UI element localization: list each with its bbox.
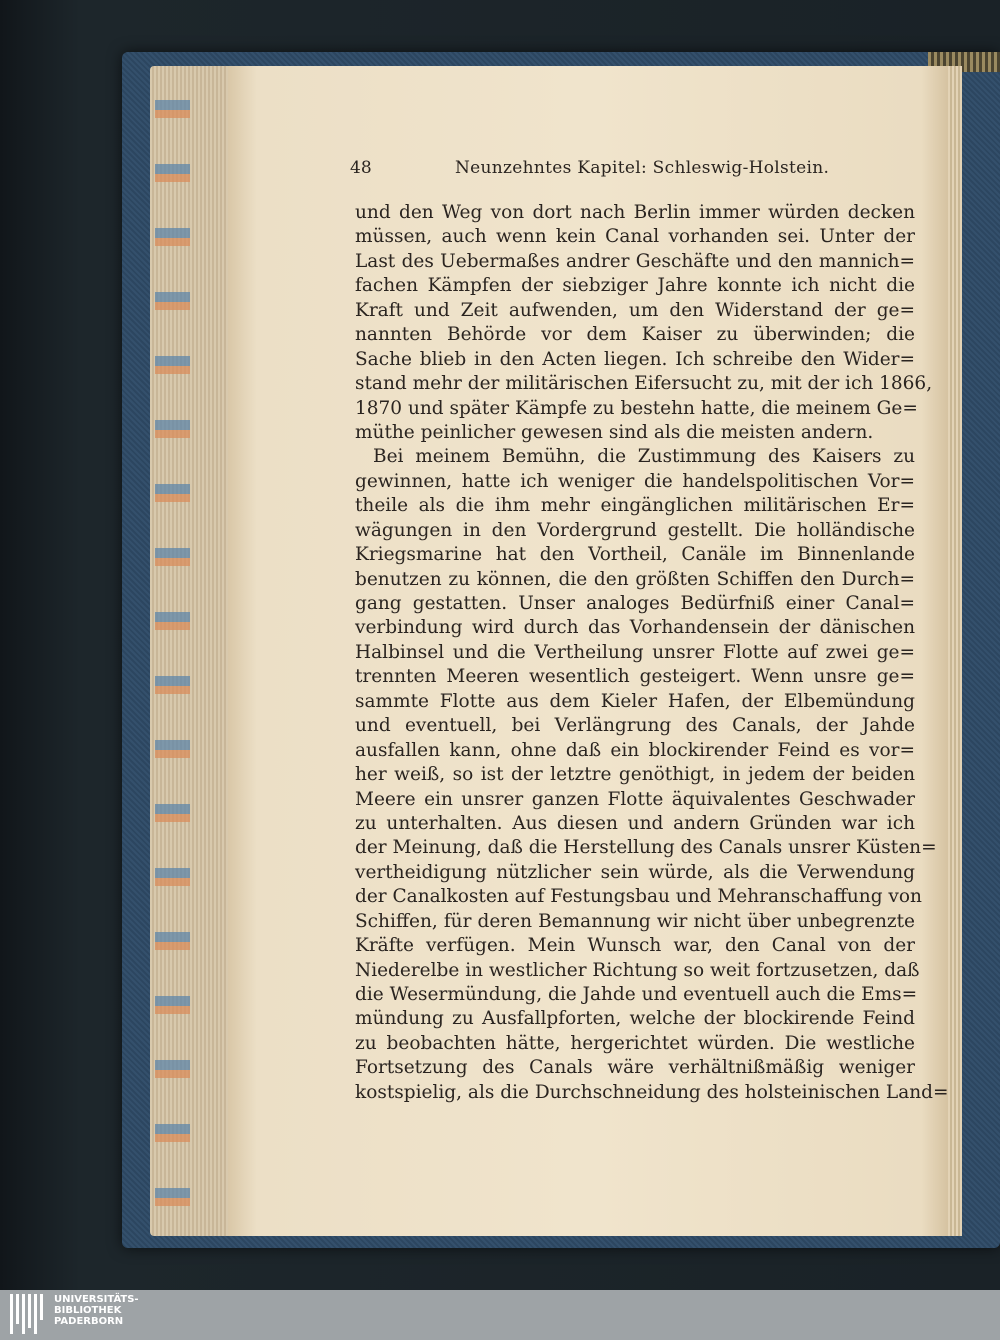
text-line: her weiß, so ist der letztre genöthigt, in jedem der beiden xyxy=(355,764,915,786)
text-line: mündung zu Ausfallpforten, welche der blockirende Feind xyxy=(355,1008,915,1030)
text-line: ausfallen kann, ohne daß ein blockirender Feind es vor= xyxy=(355,739,915,761)
right-page-edges xyxy=(948,66,962,1236)
text-line: trennten Meeren wesentlich gesteigert. Wenn unsre ge= xyxy=(355,666,915,688)
text-line: müssen, auch wenn kein Canal vorhanden sei. Unter der xyxy=(355,226,915,248)
library-barcode-logo-icon xyxy=(10,1294,48,1334)
text-line: Kriegsmarine hat den Vortheil, Canäle im Binnenlande xyxy=(355,544,915,566)
text-line: vertheidigung nützlicher sein würde, als die Verwendung xyxy=(355,861,915,883)
library-footer-bar xyxy=(0,1290,1000,1340)
text-line: die Wesermündung, die Jahde und eventuell auch die Ems= xyxy=(355,984,918,1005)
text-line: sammte Flotte aus dem Kieler Hafen, der Elbemündung xyxy=(355,690,915,712)
text-line: und eventuell, bei Verlängrung des Canals, der Jahde xyxy=(355,715,915,737)
text-line: der Meinung, daß die Herstellung des Canals unsrer Küsten= xyxy=(355,837,937,859)
text-line: der Canalkosten auf Festungsbau und Mehranschaffung von xyxy=(355,886,922,908)
text-line: Meere ein unsrer ganzen Flotte äquivalentes Geschwader xyxy=(355,788,915,810)
library-logo-text xyxy=(54,1294,139,1327)
text-line: Last des Uebermaßes andrer Geschäfte und den mannich= xyxy=(355,250,915,272)
text-line: benutzen zu können, die den größten Schiffen den Durch= xyxy=(355,568,915,590)
page-header xyxy=(350,158,910,188)
text-line: und den Weg von dort nach Berlin immer würden decken xyxy=(355,202,915,223)
logo-line: UNIVERSITÄTS- xyxy=(54,1294,139,1305)
text-line: Fortsetzung des Canals wäre verhältnißmäßig weniger xyxy=(355,1057,915,1079)
text-line: Schiffen, für deren Bemannung wir nicht über unbegrenzte xyxy=(355,910,915,932)
text-line: kostspielig, als die Durchschneidung des holsteinischen Land= xyxy=(355,1081,949,1103)
page-number: 48 xyxy=(350,158,372,178)
text-line: Halbinsel und die Vertheilung unsrer Flotte auf zwei ge= xyxy=(355,641,915,663)
text-line: stand mehr der militärischen Eifersucht zu, mit der ich 1866, xyxy=(355,373,933,395)
text-line: 1870 und später Kämpfe zu bestehn hatte, die meinem Ge= xyxy=(355,397,918,419)
text-line: nannten Behörde vor dem Kaiser zu überwinden; die xyxy=(355,324,915,346)
text-line: verbindung wird durch das Vorhandensein der dänischen xyxy=(355,617,915,639)
marbled-edge-pattern xyxy=(155,100,190,1210)
body-text xyxy=(355,201,949,1105)
text-line: fachen Kämpfen der siebziger Jahre konnte ich nicht die xyxy=(355,275,915,297)
text-line: Kräfte verfügen. Mein Wunsch war, den Canal von der xyxy=(355,935,915,957)
running-title: Neunzehntes Kapitel: Schleswig-Holstein. xyxy=(455,158,830,178)
text-line: Niederelbe in westlicher Richtung so weit fortzusetzen, daß xyxy=(355,959,920,981)
text-line: zu beobachten hätte, hergerichtet würden. Die westliche xyxy=(355,1032,915,1054)
text-line: theile als die ihm mehr eingänglichen militärischen Er= xyxy=(355,495,915,517)
text-line: zu unterhalten. Aus diesen und andern Gründen war ich xyxy=(355,812,915,834)
text-line: müthe peinlicher gewesen sind als die meisten andern. xyxy=(355,421,874,443)
text-line: wägungen in den Vordergrund gestellt. Die holländische xyxy=(355,519,915,541)
logo-line: BIBLIOTHEK xyxy=(54,1305,122,1316)
text-line: Kraft und Zeit aufwenden, um den Widerstand der ge= xyxy=(355,299,915,321)
paragraph-start-line: Bei meinem Bemühn, die Zustimmung des Kaisers zu xyxy=(373,446,915,468)
text-line: gewinnen, hatte ich weniger die handelspolitischen Vor= xyxy=(355,470,915,492)
logo-line: PADERBORN xyxy=(54,1316,124,1327)
text-line: gang gestatten. Unser analoges Bedürfniß einer Canal= xyxy=(355,593,915,614)
text-line: Sache blieb in den Acten liegen. Ich schreibe den Wider= xyxy=(355,348,915,370)
